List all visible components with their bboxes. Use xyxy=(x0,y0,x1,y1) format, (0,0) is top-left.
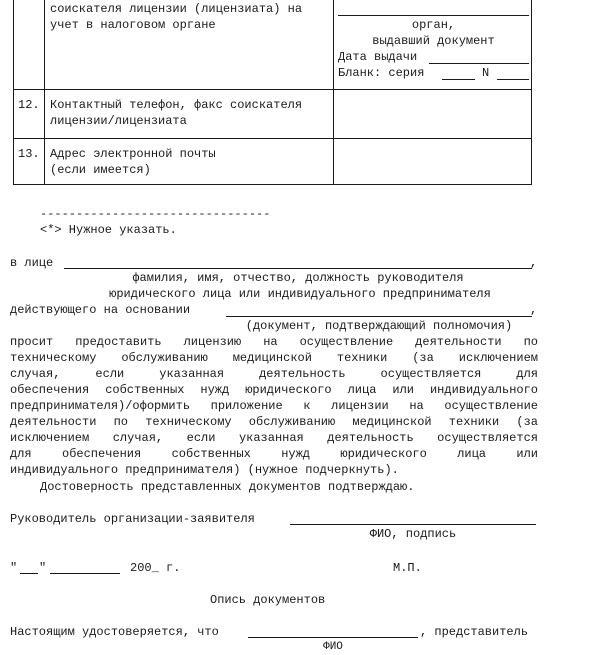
fio-caption-line1: фамилия, имя, отчество, должность руководителя xyxy=(132,271,464,285)
in-person-field[interactable] xyxy=(64,268,532,269)
inventory-title: Опись документов xyxy=(210,593,326,607)
row12-text-line1: Контактный телефон, факс соискателя xyxy=(50,98,303,112)
acting-basis-field[interactable] xyxy=(226,316,532,317)
representative-label: , представитель xyxy=(420,625,529,639)
row11-issue-date-label: Дата выдачи xyxy=(338,50,418,64)
row11-issued-label: выдавший документ xyxy=(372,34,495,48)
table-row-divider-2 xyxy=(13,138,531,139)
hereby-certified-label: Настоящим удостоверяется, что xyxy=(10,625,219,639)
request-line-4: обеспечения собственных нужд юридического лица или индивидуального xyxy=(10,383,538,397)
head-of-organization-field[interactable] xyxy=(290,524,536,525)
in-person-comma: , xyxy=(530,256,538,270)
request-line-8: для обеспечения собственных нужд юридического лица или xyxy=(10,447,538,461)
fio-caption: ФИО xyxy=(323,641,343,653)
date-month-field[interactable] xyxy=(50,573,120,574)
row11-blank-series-label: Бланк: серия xyxy=(338,66,425,80)
row11-series-field[interactable] xyxy=(442,79,475,80)
request-line-6: деятельности по техническому обслуживанию медицинской техники (за xyxy=(10,415,538,429)
row13-text-line2: (если имеется) xyxy=(50,163,151,177)
table-border-left xyxy=(13,0,14,185)
row11-org-label: орган, xyxy=(411,18,456,32)
table-border-num xyxy=(44,0,45,185)
head-of-organization-label: Руководитель организации-заявителя xyxy=(10,512,255,526)
fio-caption-line2: юридического лица или индивидуального предпринимателя xyxy=(109,287,491,301)
fio-signature-caption: ФИО, подпись xyxy=(369,527,457,541)
document-caption: (документ, подтверждающий полномочия) xyxy=(245,319,513,333)
request-line-9: индивидуального предпринимателя) (нужное подчеркнуть). xyxy=(10,463,399,477)
in-person-label: в лице xyxy=(10,256,54,270)
row13-text-line1: Адрес электронной почты xyxy=(50,147,216,161)
row11-text-line2: учет в налоговом органе xyxy=(50,18,216,32)
acting-basis-label: действующего на основании xyxy=(10,303,191,317)
footnote-text: <*> Нужное указать. xyxy=(40,223,177,237)
row11-text-line1: соискателя лицензии (лицензиата) на xyxy=(50,2,303,16)
table-border-right xyxy=(531,0,532,185)
row12-number: 12. xyxy=(18,98,40,112)
request-line-5: предпринимателя)/оформить приложение к лицензии на осуществление xyxy=(10,399,538,413)
acting-basis-comma: , xyxy=(530,303,538,317)
date-quote-open: " xyxy=(10,561,18,575)
footnote-separator: -------------------------------- xyxy=(40,207,271,221)
confirmation-text: Достоверность представленных документов подтверждаю. xyxy=(40,480,415,494)
request-line-7: исключением случая, если указанная деятельность осуществляется xyxy=(10,431,538,445)
table-border-bottom xyxy=(13,184,531,185)
row11-issue-date-field[interactable] xyxy=(429,63,529,64)
request-line-3: случая, если указанная деятельность осуществляется для xyxy=(10,367,538,381)
row11-org-field-line[interactable] xyxy=(338,15,529,16)
request-line-2: техническому обслуживанию медицинской техники (за исключением xyxy=(10,351,538,365)
table-row-divider-1 xyxy=(13,89,531,90)
table-border-mid xyxy=(333,0,334,185)
date-year: 200_ г. xyxy=(130,561,181,575)
row13-number: 13. xyxy=(18,147,40,161)
row11-number-label: N xyxy=(482,66,490,80)
hereby-fio-field[interactable] xyxy=(248,637,418,638)
date-day-field[interactable] xyxy=(20,573,38,574)
row11-number-field[interactable] xyxy=(497,79,529,80)
date-quote-close: " xyxy=(39,561,47,575)
request-line-1: просит предоставить лицензию на осуществление деятельности по xyxy=(10,335,538,349)
row12-text-line2: лицензии/лицензиата xyxy=(50,114,187,128)
stamp-place: М.П. xyxy=(393,561,422,575)
